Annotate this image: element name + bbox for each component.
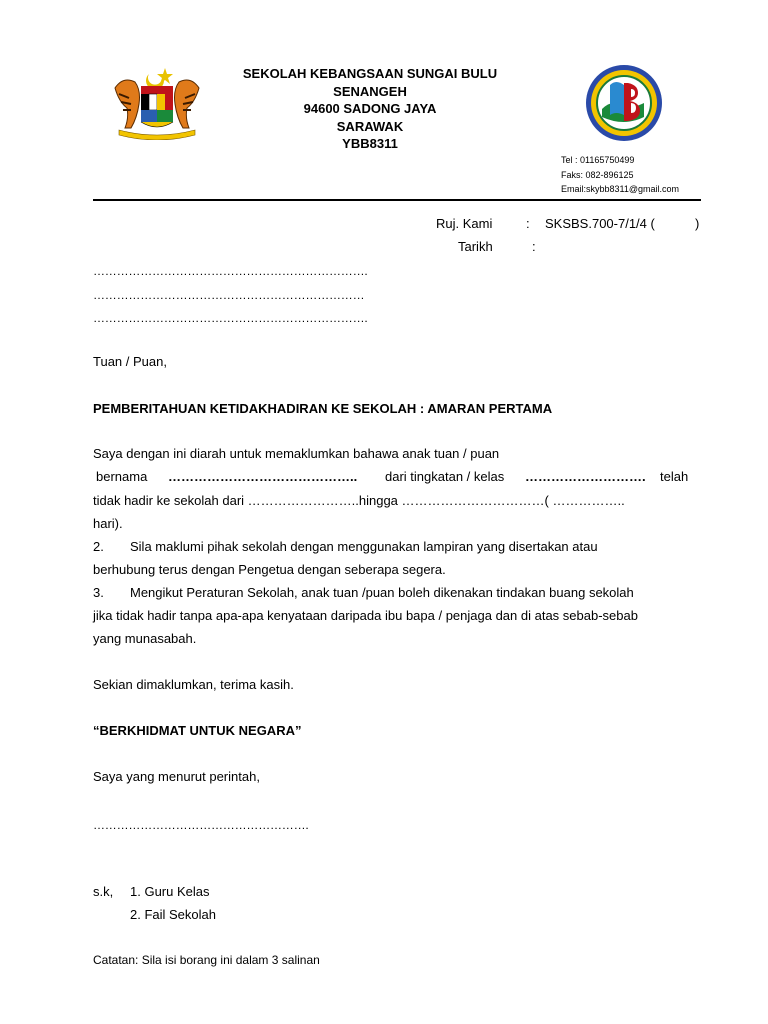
paragraph-1-class-label: dari tingkatan / kelas bbox=[385, 469, 505, 484]
address-line: …………………………………………………………… bbox=[93, 288, 365, 302]
paragraph-2-line: Sila maklumi pihak sekolah dengan menggunakan lampiran yang disertakan atau bbox=[130, 539, 598, 554]
signature-line: ………………………………………………. bbox=[93, 818, 309, 832]
school-postcode-town: 94600 SADONG JAYA bbox=[303, 101, 437, 116]
salutation: Tuan / Puan, bbox=[93, 354, 167, 369]
paragraph-3-line: yang munasabah. bbox=[93, 631, 197, 646]
date-separator: : bbox=[532, 239, 536, 254]
contact-info bbox=[561, 153, 679, 197]
school-crest-icon bbox=[584, 63, 664, 143]
ref-label: Ruj. Kami bbox=[436, 216, 493, 231]
school-code: YBB8311 bbox=[342, 136, 398, 151]
paragraph-1-bernama: bernama bbox=[96, 469, 148, 484]
paragraph-3-number: 3. bbox=[93, 585, 104, 600]
school-name-continued: SENANGEH bbox=[333, 83, 407, 99]
closing-line: Sekian dimaklumkan, terima kasih. bbox=[93, 677, 294, 692]
motto: “BERKHIDMAT UNTUK NEGARA” bbox=[93, 723, 302, 738]
paragraph-1-line: Saya dengan ini diarah untuk memaklumkan bahawa anak tuan / puan bbox=[93, 446, 500, 461]
school-state: SARAWAK bbox=[336, 118, 404, 134]
paragraph-1-line: hari). bbox=[93, 516, 123, 531]
contact-email: Email:skybb8311@gmail.com bbox=[561, 184, 680, 194]
ref-separator: : bbox=[526, 216, 530, 231]
paragraph-2-number: 2. bbox=[93, 539, 104, 554]
date-label: Tarikh bbox=[458, 239, 493, 254]
ref-close-paren: ) bbox=[695, 216, 700, 231]
footnote: Catatan: Sila isi borang ini dalam 3 salinan bbox=[93, 953, 320, 967]
paragraph-1-line: tidak hadir ke sekolah dari ……………………..hingga ……………………………( …………….. bbox=[93, 493, 625, 508]
class-blank: ………………………. bbox=[525, 469, 646, 484]
signoff: Saya yang menurut perintah, bbox=[93, 769, 260, 784]
contact-fax: Faks: 082-896125 bbox=[561, 169, 634, 180]
ref-value: SKSBS.700-7/1/4 ( bbox=[545, 216, 655, 231]
contact-tel: Tel : 01165750499 bbox=[561, 155, 635, 165]
name-blank: …………………………………….. bbox=[168, 469, 358, 484]
paragraph-2-line: berhubung terus dengan Pengetua dengan seberapa segera. bbox=[93, 562, 446, 577]
school-name: SEKOLAH KEBANGSAAN SUNGAI BULU bbox=[242, 66, 498, 81]
paragraph-1-telah: telah bbox=[660, 469, 689, 484]
header-divider bbox=[93, 199, 701, 201]
paragraph-3-line: jika tidak hadir tanpa apa-apa kenyataan daripada ibu bapa / penjaga dan di atas sebab-sebab bbox=[93, 608, 638, 623]
school-letterhead bbox=[220, 65, 520, 153]
address-line: ……………………………………………………………. bbox=[93, 311, 368, 325]
malaysia-coat-of-arms-icon bbox=[105, 64, 209, 140]
cc-item: 1. Guru Kelas bbox=[130, 884, 210, 899]
letter-subject: PEMBERITAHUAN KETIDAKHADIRAN KE SEKOLAH : AMARAN PERTAMA bbox=[93, 401, 553, 416]
cc-item: 2. Fail Sekolah bbox=[130, 907, 216, 922]
cc-label: s.k, bbox=[93, 884, 114, 899]
paragraph-3-line: Mengikut Peraturan Sekolah, anak tuan /puan boleh dikenakan tindakan buang sekolah bbox=[130, 585, 634, 600]
address-line: ……………………………………………………………. bbox=[93, 264, 368, 278]
